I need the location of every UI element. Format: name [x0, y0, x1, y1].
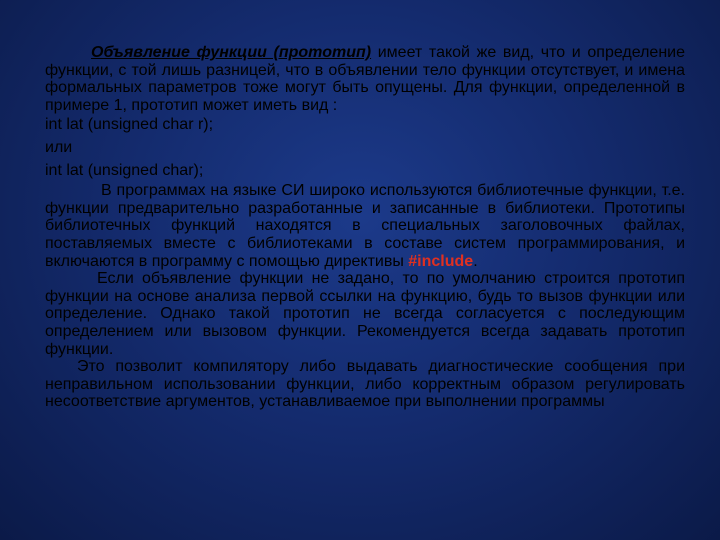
paragraph-library-end: . [473, 252, 478, 270]
paragraph-default-prototype: Если объявление функции не задано, то по умолчанию строится прототип функции на основе анализа первой ссылки на функцию, будь то вызов функции или определение. Однако такой прототип не всегда согласуется с последующим определением или вызовом функции. Рекомендуется всегда задавать прототип функции. [45, 270, 685, 358]
paragraph-library-functions [45, 182, 685, 270]
paragraph-prototype-definition [45, 44, 685, 114]
paragraph-compiler-diagnostics: Это позволит компилятору либо выдавать диагностические сообщения при неправильном использовании функции, либо корректным образом регулировать несоответствие аргументов, устанавливаемое при выполнении программы [45, 358, 685, 411]
code-example-1: int lat (unsigned char r); [45, 116, 214, 134]
paragraph-library-text: В программах на языке СИ широко используются библиотечные функции, т.е. функции предварительно разработанные и записанные в библиотеки. Прототипы библиотечных функций находятся в специальных заголовочных файлах, поставляемых вместе с библиотеками в составе систем программирования, и включаются в программу с помощью директивы [45, 182, 685, 270]
or-separator: или [45, 138, 73, 156]
include-directive-keyword: #include [408, 252, 474, 270]
term-function-prototype: Объявление функции (прототип) [91, 44, 372, 61]
slide-text-block [45, 44, 685, 411]
paragraph-prototype-text: имеет такой же вид, что и определение функции, с той лишь разницей, что в объявлении тело функции отсутствует, и имена формальных параметров тоже могут быть опущены. Для функции, определенной в примере 1, прототип может иметь вид : [45, 44, 686, 114]
code-example-2: int lat (unsigned char); [45, 161, 204, 179]
